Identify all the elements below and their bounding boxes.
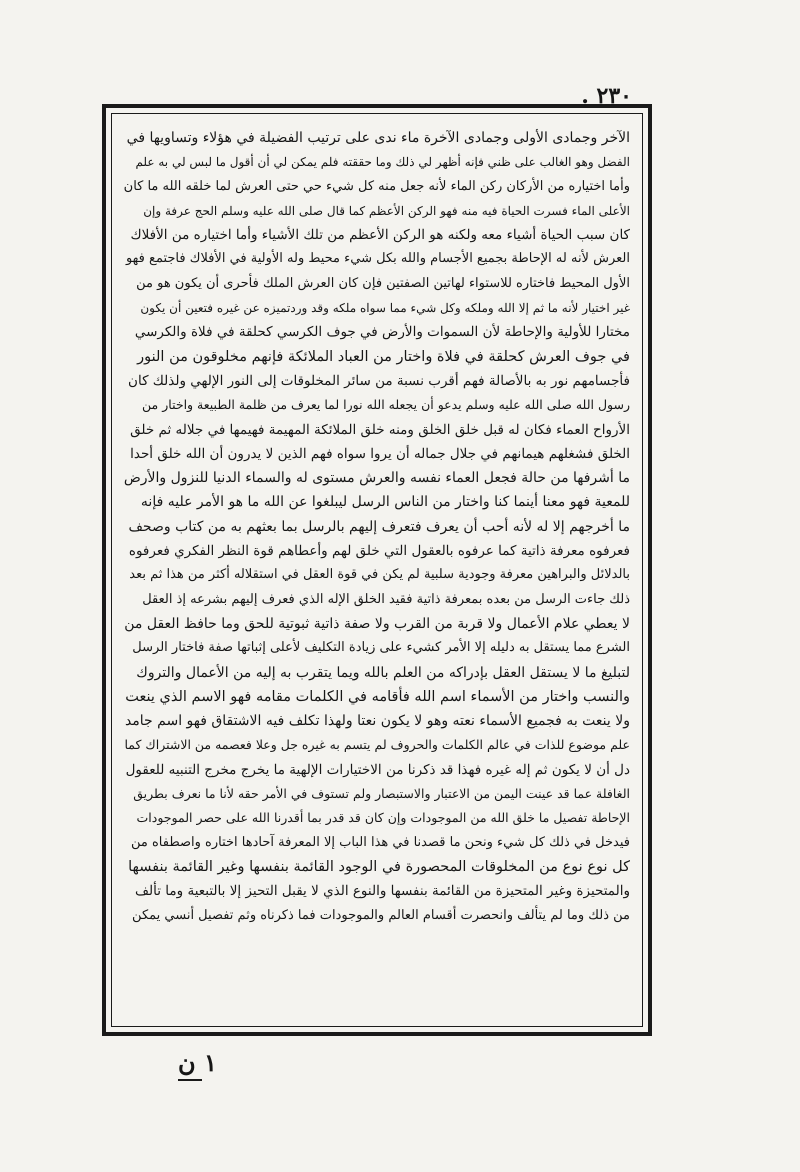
text-line: من ذلك وما لم يتألف وانحصرت أقسام العالم والموجودات فما ذكرناه وثم تفصيل أنسي يمكن (132, 907, 630, 923)
text-line: الآخر وجمادى الأولى وجمادى الآخرة ماء ندى على ترتيب الفضيلة في هؤلاء وتساويها في (126, 130, 630, 146)
text-line: الأعلى الماء فسرت الحياة فيه منه فهو الركن الأعظم كما قال صلى الله عليه وسلم الحج عرفة وإن (143, 203, 630, 218)
text-line: العرش لأنه له الإحاطة بجميع الأجسام والله بكل شيء محيط وله الأولية في الأفلاك فاجتمع فهو (125, 251, 630, 267)
text-line: فيدخل في ذلك كل شيء ونحن ما قصدنا في هذا الباب إلا المعرفة آحادها اختاره واصطفاه من (130, 834, 630, 850)
text-line: ولا ينعت به فجميع الأسماء نعته وهو لا يكون نعتا ولهذا تكلف فيه الاشتقاق فهو اسم جامد (124, 713, 630, 730)
text-line: غير اختيار لأنه ما ثم إلا الله وملكه وكل شيء مما سواه ملكه وقد وردتميزه عن غيره فتعين أن يكون (140, 301, 630, 316)
text-line: الشرع مما يستقل به دليله إلا الأمر كشيء على زيادة التكليف لأعلى إثباتها صفة فاختار الرسل (132, 640, 630, 656)
text-line: الإحاطة تفصيل ما خلق الله من الموجودات وإن كان قد قدر بما أقدرنا الله على حصر الموجودات (136, 810, 630, 826)
text-line: فعرفوه معرفة ذاتية كما عرفوه بالعقول التي خلق لهم وأعطاهم قوة النظر الفكري فعرفوه (128, 543, 630, 560)
text-line: بالدلائل والبراهين معرفة وجودية سلبية لم يكن في قوة العقل في استقلاله أكثر من هذا ثم بعد (129, 567, 630, 583)
text-line: كان سبب الحياة أشياء معه ولكنه هو الركن الأعظم من تلك الأشياء وأما اختياره من الأفلاك (130, 227, 630, 244)
text-line: علم موضوع للذات في عالم الكلمات والحروف لم يتسم به غيره جل وعلا فعصمه من الاشتراك كما (124, 737, 630, 753)
signature-underline (178, 1079, 202, 1081)
text-line: ما أخرجهم إلا له لأنه أحب أن يعرف فتعرف إليهم بالرسل بما بعثهم به من كتاب وصحف (128, 518, 630, 535)
text-line: ما أشرفها من حالة فجعل العماء نفسه والعرش مستوى له والسماء الدنيا للنزول والأرض (124, 470, 630, 487)
text-line: لتبليغ ما لا يستقل العقل بإدراكه من العلم بالله ويما يتقرب به إليه من الأعمال والتروك (136, 664, 630, 681)
text-line: والمتحيزة وغير المتحيزة من القائمة بنفسها والنوع الذي لا يقبل التحيز إلا بالتبعية وما تألف (135, 883, 630, 900)
text-line: الخلق فشغلهم هيمانهم في جلال جماله أن يروا سواه فهم الذين لا يدرون أن الله خلق أحدا (130, 445, 630, 462)
text-line: ذلك جاءت الرسل من بعده بمعرفة ذاتية فقيد الخلق الإله الذي فعرف إليهم بشرعه إذ العقل (142, 591, 630, 607)
inner-border (111, 113, 643, 1027)
text-line: دل أن لا يكون ثم إله غيره فهذا قد ذكرنا من الاختيارات الإلهية ما يخرج مخرج التنبيه للعقول (125, 761, 630, 778)
text-line: الأول المحيط فاختاره للاستواء لهاتين الصفتين فإن كان العرش الملك فأحرى أن يكون هو من (136, 275, 630, 291)
text-line: الفضل وهو الغالب على ظني فإنه أظهر لي ذلك وما حققته فلم يمكن لي أن أقول ما لبس لي به علم (135, 155, 630, 170)
text-frame (102, 104, 652, 1036)
signature-mark: ١ ن (178, 1048, 217, 1077)
text-line: الغافلة عما قد عينت اليمن من الاعتبار والاستبصار ولم تستوف في الأمر حقه لأنا ما نعرف بطريق (133, 786, 630, 802)
text-line: للمعية فهو معنا أينما كنا واختار من الناس الرسل ليبلغوا عن الله ما هو الأمر عليه فإنه (140, 494, 630, 511)
text-line: والنسب واختار من الأسماء اسم الله فأقامه في الكلمات مقامه فهو الاسم الذي ينعت (125, 688, 630, 705)
page-number: ٢٣٠ . (581, 83, 632, 109)
text-line: الأرواح العماء فكان له قبل خلق الخلق ومنه خلق الملائكة المهيمة فهيمها في جلاله ثم خلق (130, 421, 630, 438)
text-line: كل نوع نوع من المخلوقات المحصورة في الوجود القائمة بنفسها وغير القائمة بنفسها (128, 858, 630, 875)
text-line: في جوف العرش كحلقة في فلاة واختار من العباد الملائكة فإنهم مخلوقون من النور (137, 348, 630, 365)
text-line: وأما اختياره من الأركان ركن الماء لأنه جعل منه كل شيء حي حتى العرش لما خلقه الله ما كان (124, 178, 630, 194)
text-line: مختارا للأولية والإحاطة لأن السموات والأرض في جوف الكرسي كحلقة في فلاة والكرسي (134, 324, 630, 341)
text-line: فأجسامهم نور به بالأصالة فهم أقرب نسبة من سائر المخلوقات إلى النور الإلهي ولذلك كان (128, 372, 630, 389)
text-line: لا يعطي علام الأعمال ولا قربة من القرب ولا صفة ذاتية ثبوتية للحق وما حافظ العقل من (124, 615, 630, 632)
text-line: رسول الله صلى الله عليه وسلم يدعو أن يجعله الله نورا لما يعرف من ظلمة الطبيعة واختار من (142, 397, 630, 413)
text-body (124, 126, 630, 1016)
